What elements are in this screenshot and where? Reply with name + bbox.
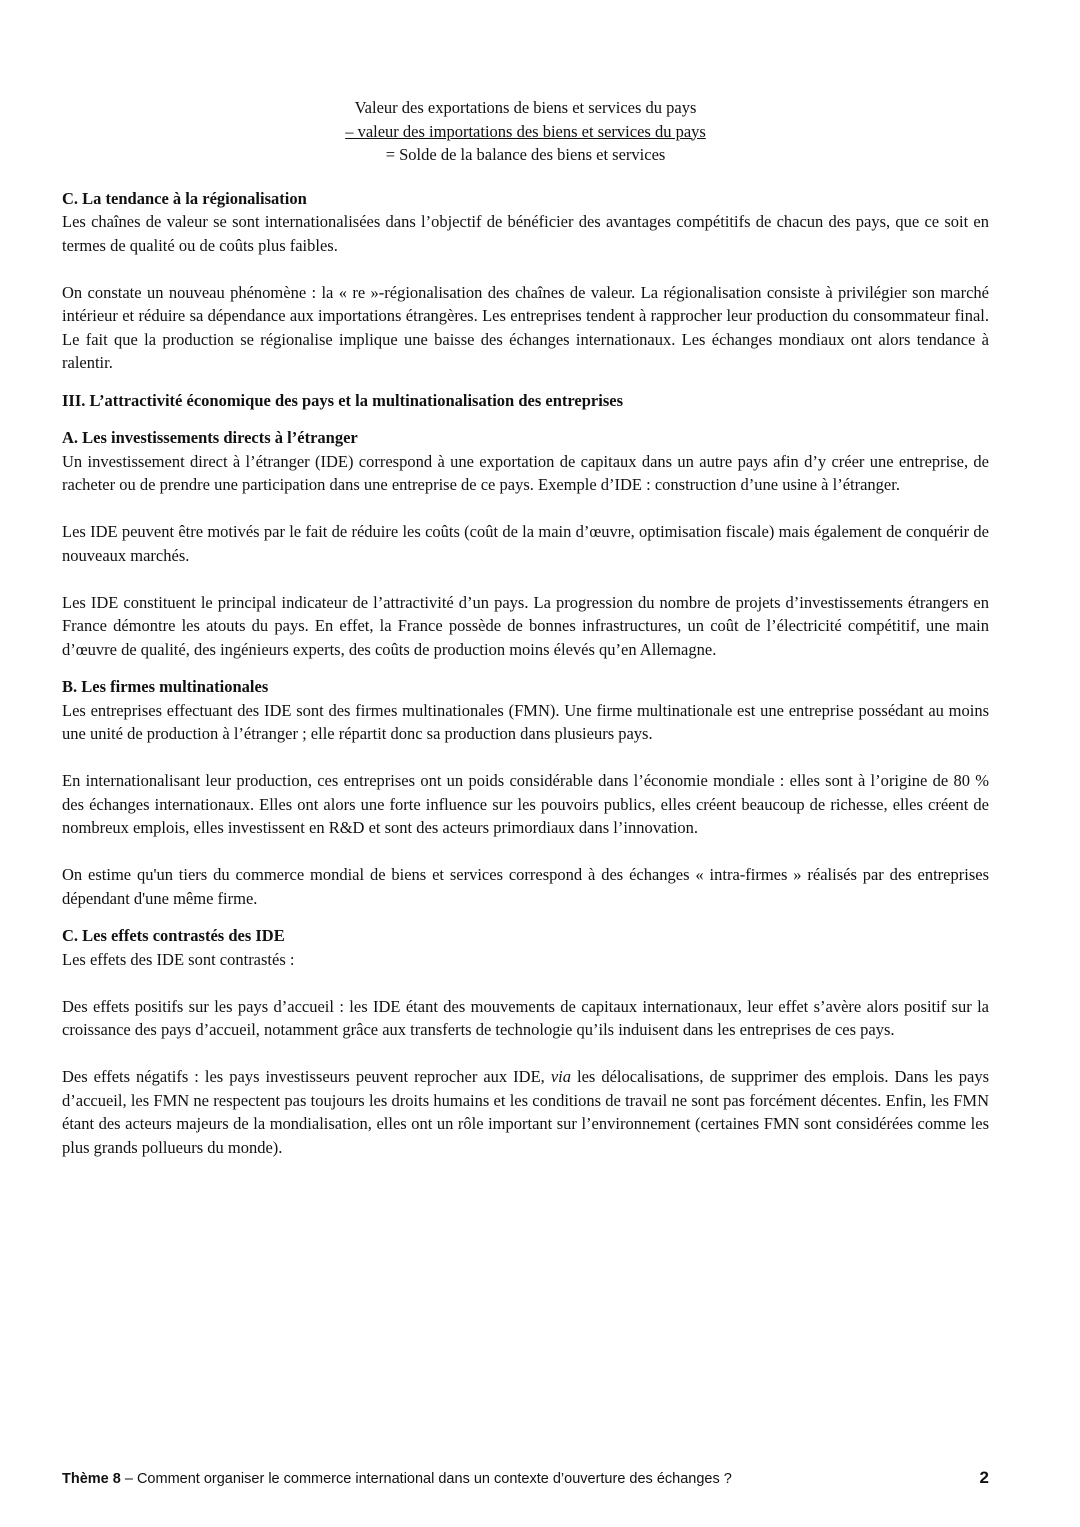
page-number: 2 <box>979 1468 989 1487</box>
section-c-regionalisation-title: C. La tendance à la régionalisation <box>62 188 307 208</box>
paragraph-effets-negatifs <box>62 1065 989 1159</box>
footer-theme-question: – Comment organiser le commerce international dans un contexte d’ouverture des échanges ? <box>120 1471 732 1487</box>
paragraph: Les chaînes de valeur se sont internationalisées dans l’objectif de bénéficier des avantages compétitifs de chacun des pays, que ce soit en termes de qualité ou de coûts plus faibles. <box>62 212 989 255</box>
text-span: Des effets négatifs : les pays investisseurs peuvent reprocher aux IDE, <box>62 1067 551 1086</box>
paragraph: On estime qu'un tiers du commerce mondial de biens et services correspond à des échanges « intra-firmes » réalisés par des entreprises dépendant d'une même firme. <box>62 865 989 908</box>
italic-word: via <box>550 1067 571 1086</box>
section-c-effets-title: C. Les effets contrastés des IDE <box>62 926 285 945</box>
paragraph: En internationalisant leur production, ces entreprises ont un poids considérable dans l’économie mondiale : elles sont à l’origine de 80 % des échanges internationaux. Elles ont alors une forte influence sur les pouvoirs publics, elles créent beaucoup de richesse, elles créent de nombreux emplois, elles investissent en R&D et sont des acteurs primordiaux dans l’innovation. <box>62 771 989 837</box>
section-b-fmn-title: B. Les firmes multinationales <box>62 677 269 696</box>
paragraph: Un investissement direct à l’étranger (IDE) correspond à une exportation de capitaux dans un autre pays afin d’y créer une entreprise, de racheter ou de prendre une participation dans une entreprise de ce pays. Exemple d’IDE : construction d’une usine à l’étranger. <box>62 451 989 494</box>
section-a-ide-title: A. Les investissements directs à l’étranger <box>62 428 358 447</box>
formula-line-imports: – valeur des importations des biens et services du pays <box>345 121 706 141</box>
balance-formula <box>62 96 989 167</box>
paragraph: Les IDE constituent le principal indicateur de l’attractivité d’un pays. La progression du nombre de projets d’investissements étrangers en France démontre les atouts du pays. En effet, la France possède de bonnes infrastructures, un coût de l’électricité compétitif, une main d’œuvre de qualité, des ingénieurs experts, des coûts de production moins élevés qu’en Allemagne. <box>62 592 989 659</box>
document-body <box>62 96 989 1183</box>
formula-line-exports: Valeur des exportations de biens et services du pays <box>354 98 697 117</box>
paragraph: On constate un nouveau phénomène : la « re »-régionalisation des chaînes de valeur. La régionalisation consiste à privilégier son marché intérieur et réduire sa dépendance aux importations étrangères. Les entreprises tendent à rapprocher leur production du consommateur final. Le fait que la production se régionalise implique une baisse des échanges internationaux. Les échanges mondiaux ont alors tendance à ralentir. <box>62 282 989 372</box>
footer-theme-label: Thème 8 <box>62 1471 121 1487</box>
formula-line-result: = Solde de la balance des biens et services <box>385 145 666 164</box>
page-footer <box>62 1468 989 1488</box>
paragraph: Les IDE peuvent être motivés par le fait de réduire les coûts (coût de la main d’œuvre, optimisation fiscale) mais également de conquérir de nouveaux marchés. <box>62 522 989 565</box>
text-span: les délocalisations, de supprimer des emplois. Dans les pays d’accueil, les FMN ne respectent pas toujours les droits humains et les conditions de travail ne sont pas forcément décentes. Enfin, les FMN étant des acteurs majeurs de la mondialisation, elles ont un rôle important sur l’environnement (certaines FMN sont considérées comme les plus grands pollueurs du monde). <box>62 1067 989 1157</box>
paragraph: Les entreprises effectuant des IDE sont des firmes multinationales (FMN). Une firme multinationale est une entreprise possédant au moins une unité de production à l’étranger ; elle répartit donc sa production dans plusieurs pays. <box>62 700 989 743</box>
paragraph: Les effets des IDE sont contrastés : <box>62 949 295 969</box>
part-iii-title: III. L’attractivité économique des pays et la multinationalisation des entreprises <box>62 390 623 410</box>
paragraph: Des effets positifs sur les pays d’accueil : les IDE étant des mouvements de capitaux internationaux, leur effet s’avère alors positif sur la croissance des pays d’accueil, notamment grâce aux transferts de technologie qu’ils induisent dans les entreprises de ces pays. <box>62 996 989 1039</box>
footer-text <box>62 1471 732 1487</box>
